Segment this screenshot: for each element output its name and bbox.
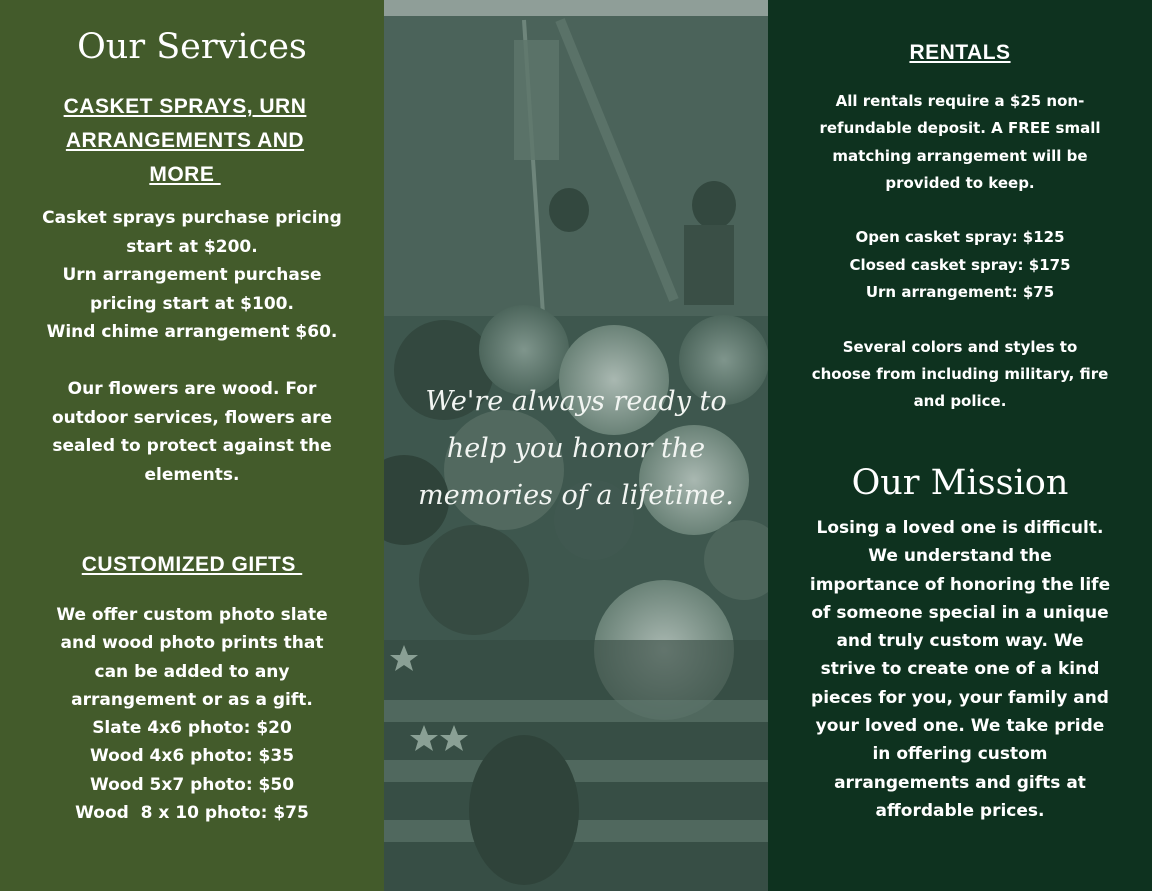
customized-gifts-text [0, 601, 384, 827]
text-line: We understand the [868, 546, 1052, 567]
text-line: Open casket spray: $125 [855, 228, 1065, 247]
heading-line: MORE [149, 163, 221, 186]
text-line: pricing start at $100. [90, 293, 294, 314]
text-line: and wood photo prints that [60, 633, 324, 654]
text-line: outdoor services, flowers are [51, 407, 333, 428]
text-line: in offering custom [872, 744, 1048, 765]
quote-line: We're always ready to [425, 386, 727, 417]
text-line: Casket sprays purchase pricing [42, 208, 342, 228]
text-line: provided to keep. [885, 173, 1035, 192]
text-line: elements. [144, 464, 240, 485]
rentals-text [768, 88, 1152, 416]
text-line: strive to create one of a kind [820, 659, 1100, 680]
text-line: Urn arrangement purchase [62, 265, 322, 285]
text-line: Wood 4x6 photo: $35 [89, 746, 295, 767]
text-line: All rentals require a $25 non- [835, 92, 1085, 110]
text-line: of someone special in a unique [811, 602, 1109, 623]
mission-title: Our Mission [851, 463, 1069, 503]
casket-sprays-text [0, 204, 384, 489]
rentals-heading: RENTALS [909, 41, 1011, 64]
text-line: Wood 5x7 photo: $50 [89, 774, 295, 795]
text-line: We offer custom photo slate [56, 605, 328, 625]
text-line: Losing a loved one is difficult. [816, 518, 1104, 538]
quote-line: memories of a lifetime. [418, 480, 734, 511]
text-line: affordable prices. [875, 800, 1045, 821]
text-line: matching arrangement will be [832, 146, 1088, 165]
text-line: Wood 8 x 10 photo: $75 [75, 803, 309, 824]
heading-line: CASKET SPRAYS, URN [63, 95, 307, 118]
text-line: can be added to any [94, 661, 290, 682]
text-line: Urn arrangement: $75 [865, 283, 1055, 302]
text-line: Several colors and styles to [842, 337, 1078, 356]
text-line: start at $200. [126, 236, 258, 257]
customized-gifts-heading: CUSTOMIZED GIFTS [81, 553, 303, 576]
text-line: importance of honoring the life [809, 574, 1111, 595]
services-column [0, 0, 384, 891]
text-line [768, 197, 1152, 224]
mission-text [768, 514, 1152, 825]
text-line: your loved one. We take pride [815, 716, 1105, 737]
heading-line: ARRANGEMENTS AND [65, 129, 305, 152]
text-line: arrangements and gifts at [834, 772, 1086, 793]
text-line: sealed to protect against the [52, 436, 332, 456]
text-line: Our flowers are wood. For [67, 379, 317, 399]
services-title: Our Services [77, 27, 307, 67]
rentals-mission-column [768, 0, 1152, 891]
text-line: Closed casket spray: $175 [849, 255, 1071, 274]
text-line: choose from including military, fire [811, 364, 1109, 383]
text-line: arrangement or as a gift. [71, 689, 313, 710]
text-line: pieces for you, your family and [811, 687, 1109, 708]
photo-column [384, 0, 768, 891]
text-line: Slate 4x6 photo: $20 [92, 718, 292, 739]
quote-line: help you honor the [446, 433, 706, 464]
text-line: Wind chime arrangement $60. [46, 322, 338, 342]
text-line [768, 306, 1152, 333]
text-line: and truly custom way. We [836, 631, 1084, 652]
text-line: refundable deposit. A FREE small [819, 119, 1101, 138]
tagline-quote [384, 378, 768, 519]
text-line [0, 347, 384, 376]
casket-sprays-heading [40, 90, 330, 192]
text-line: and police. [913, 392, 1007, 411]
